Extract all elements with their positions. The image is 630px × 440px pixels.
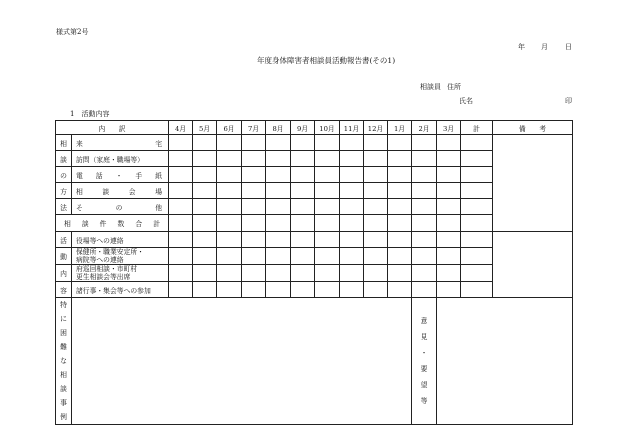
month-header: 3月 <box>437 121 461 135</box>
month-header: 7月 <box>242 121 266 135</box>
side-char: 内 <box>56 265 72 282</box>
remarks-cell[interactable] <box>493 135 573 232</box>
opinions-label <box>412 298 437 425</box>
date-line <box>518 42 572 52</box>
month-header: 6月 <box>217 121 242 135</box>
month-header: 1月 <box>388 121 412 135</box>
address-label: 住所 <box>447 83 461 91</box>
vertical-char: 意 <box>420 317 428 325</box>
remarks-cell[interactable] <box>493 232 573 298</box>
side-char: 法 <box>56 199 72 215</box>
vertical-char: 談 <box>60 385 67 393</box>
month-header: 11月 <box>340 121 364 135</box>
document-title: 年度身体障害者相談員活動報告書(その1) <box>257 56 396 65</box>
breakdown-header: 内 訳 <box>56 121 169 135</box>
month-header: 9月 <box>291 121 315 135</box>
row-label: 役場等への連絡 <box>72 232 169 248</box>
activity-report-table <box>55 120 573 425</box>
month-header: 2月 <box>412 121 437 135</box>
counselor-label: 相談員 <box>420 83 441 91</box>
vertical-char: に <box>60 315 67 323</box>
activity-row <box>56 232 573 248</box>
seal-mark: 印 <box>565 97 572 105</box>
vertical-char: ・ <box>420 349 428 357</box>
month-header: 8月 <box>266 121 291 135</box>
remarks-header: 備 考 <box>493 121 573 135</box>
vertical-char: な <box>60 357 67 365</box>
side-char: 動 <box>56 248 72 265</box>
row-label: そ の 他 <box>72 199 169 215</box>
date-year: 年 <box>518 43 525 51</box>
vertical-char: 例 <box>60 413 67 421</box>
vertical-char: 見 <box>420 333 428 341</box>
row-label: 訪問（家庭・職場等） <box>72 151 169 167</box>
vertical-char: 難 <box>60 343 67 351</box>
counselor-address-line <box>420 82 461 92</box>
difficult-cases-label <box>56 298 72 425</box>
name-label: 氏名 <box>459 97 473 105</box>
notes-row <box>56 298 573 425</box>
row-label: 電 話 ・ 手 紙 <box>72 167 169 183</box>
side-char: 談 <box>56 151 72 167</box>
consultation-row <box>56 135 573 151</box>
date-day: 日 <box>565 43 572 51</box>
vertical-char: 等 <box>420 397 428 405</box>
row-label: 保健所・職業安定所・ 病院等への連絡 <box>72 248 169 265</box>
total-row-label: 相 談 件 数 合 計 <box>56 215 169 232</box>
total-header: 計 <box>461 121 493 135</box>
month-header: 4月 <box>169 121 193 135</box>
vertical-char: 特 <box>60 301 67 309</box>
month-header: 12月 <box>364 121 388 135</box>
header-row <box>56 121 573 135</box>
side-char: 方 <box>56 183 72 199</box>
side-char: 活 <box>56 232 72 248</box>
date-month: 月 <box>541 43 548 51</box>
row-label: 来 宅 <box>72 135 169 151</box>
vertical-char: 困 <box>60 329 67 337</box>
side-char: 相 <box>56 135 72 151</box>
side-char: の <box>56 167 72 183</box>
month-header: 10月 <box>315 121 340 135</box>
opinions-field[interactable] <box>437 298 573 425</box>
vertical-char: 事 <box>60 399 67 407</box>
difficult-cases-field[interactable] <box>72 298 412 425</box>
vertical-char: 相 <box>60 371 67 379</box>
section-heading: 1 活動内容 <box>70 110 110 118</box>
row-label: 相 談 会 場 <box>72 183 169 199</box>
side-char: 容 <box>56 282 72 298</box>
vertical-char: 要 <box>420 365 428 373</box>
form-number: 様式第2号 <box>56 28 89 36</box>
vertical-char: 望 <box>420 381 428 389</box>
row-label: 諸行事・集会等への参加 <box>72 282 169 298</box>
row-label: 府巡回相談・市町村 更生相談会等出席 <box>72 265 169 282</box>
month-header: 5月 <box>193 121 217 135</box>
